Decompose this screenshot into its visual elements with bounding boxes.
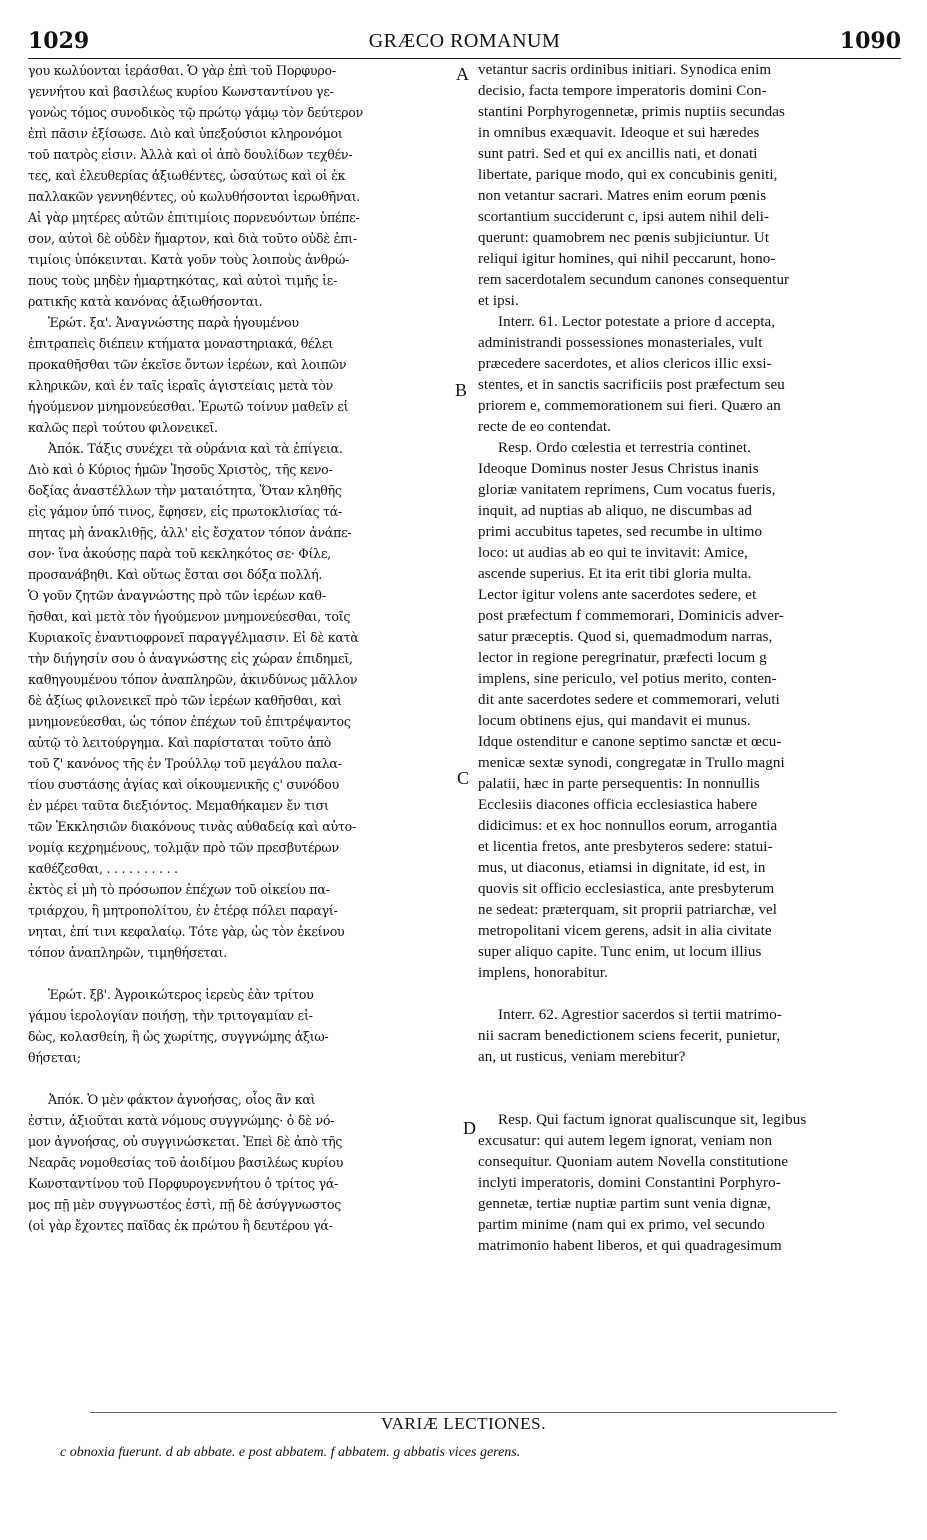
greek-line: παλλακῶν γεννηθέντες, οὐ κωλυθήσονται ἱερωθῆναι.: [28, 189, 361, 204]
latin-line: Ecclesiis diacones officia ecclesiastica habere: [478, 797, 758, 813]
latin-line: dit ante sacerdotes sedere et commemorari, veluti: [478, 692, 780, 708]
greek-line: νομίᾳ κεχρημένους, τολμᾷν πρὸ τῶν πρεσβυτέρων: [28, 840, 339, 855]
greek-line: πους τοὺς μηδὲν ἡμαρτηκότας, καὶ αὐτοὶ τιμῆς ἱε-: [28, 273, 338, 288]
greek-column: [28, 60, 460, 1236]
margin-marker-a: A: [456, 64, 469, 84]
latin-line: Lector igitur volens ante sacerdotes sedere, et: [478, 587, 757, 603]
latin-line: ne sedeat: præterquam, sit proprii patriarchæ, vel: [478, 902, 778, 918]
greek-line: ἐπιτραπεὶς διέπειν κτήματα μοναστηριακά, θέλει: [28, 336, 333, 351]
running-title: GRÆCO ROMANUM: [368, 30, 561, 52]
margin-marker-c: C: [457, 768, 470, 788]
latin-line: Interr. 61. Lector potestate a priore d accepta,: [498, 314, 776, 330]
greek-line: σον, αὐτοὶ δὲ οὐδὲν ἥμαρτον, καὶ διὰ τοῦτο οὐδὲ ἐπι-: [28, 231, 357, 246]
latin-line: scortantium succiderunt c, ipsi autem nihil deli-: [478, 209, 770, 225]
greek-line: (οἱ γὰρ ἔχοντες παῖδας ἐκ πρώτου ἢ δευτέρου γά-: [28, 1218, 333, 1233]
latin-line: querunt: quamobrem nec pœnis subjiciuntur. Ut: [478, 230, 770, 246]
latin-line: Resp. Ordo cœlestia et terrestria continet.: [498, 440, 751, 456]
margin-marker-d: D: [463, 1118, 476, 1138]
latin-line: implens, sine periculo, vel potius merito, conten-: [478, 671, 777, 687]
greek-line: καλῶς περὶ τούτου φιλονεικεῖ.: [28, 420, 218, 435]
greek-line: προσανάβηθι. Καὶ οὕτως ἔσται σοι δόξα πολλή.: [28, 567, 323, 582]
greek-line: τῶν Ἐκκλησιῶν διακόνους τινὰς αὐθαδείᾳ καὶ αὐτο-: [28, 819, 357, 834]
latin-line: Interr. 62. Agrestior sacerdos si tertii matrimo-: [498, 1007, 782, 1023]
latin-line: [478, 984, 898, 1005]
greek-line: γεννήτου καὶ βασιλέως κυρίου Κωνσταντίνου γε-: [28, 84, 334, 99]
greek-line: τὴν διήγησίν σου ὁ ἀναγνώστης εἰς χώραν ἐπιδημεῖ,: [28, 651, 353, 666]
greek-line: δοξίας ἀναστέλλων τὴν ματαιότητα, Ὅταν κληθῆς: [28, 483, 342, 498]
latin-line: administrandi possessiones monasteriales, vult: [478, 335, 763, 351]
latin-line: inquit, ad nuptias ab aliquo, ne discumbas ad: [478, 503, 753, 519]
latin-line: stentes, et in sanctis sacrificiis post præfectum seu: [478, 377, 785, 393]
greek-line: γάμου ἱερολογίαν ποιήσῃ, τὴν τριτογαμίαν εἰ-: [28, 1008, 313, 1023]
latin-line: didicimus: et ex hoc nonnullos eorum, arrogantia: [478, 818, 778, 834]
latin-line: gennetæ, tertiæ nuptiæ partim sunt venia dignæ,: [478, 1196, 772, 1212]
latin-line: sunt patri. Sed et qui ex ancillis nati, et donati: [478, 146, 758, 162]
greek-line: Νεαρᾶς νομοθεσίας τοῦ ἀοιδίμου βασιλέως κυρίου: [28, 1155, 344, 1170]
greek-line: Ἀπόκ. Τάξις συνέχει τὰ οὐράνια καὶ τὰ ἐπίγεια.: [48, 441, 343, 456]
greek-line: [28, 963, 460, 984]
latin-line: mus, ut diaconus, etiamsi in dignitate, id est, in: [478, 860, 766, 876]
greek-line: τοῦ ζ' κανόνος τῆς ἐν Τρούλλῳ τοῦ μεγάλου παλα-: [28, 756, 342, 771]
greek-line: γου κωλύονται ἱεράσθαι. Ὁ γὰρ ἐπὶ τοῦ Πορφυρο-: [28, 63, 336, 78]
page-number-right: 1090: [839, 28, 901, 54]
latin-line: locum obtinens ejus, qui mandavit ei munus.: [478, 713, 751, 729]
greek-line: Ἀπόκ. Ὁ μὲν φάκτον ἀγνοήσας, οἷος ἂν καὶ: [48, 1092, 316, 1107]
greek-line: Ὁ γοῦν ζητῶν ἀναγνώστης πρὸ τῶν ἱερέων καθ-: [28, 588, 326, 603]
latin-line: ascende superius. Et ita erit tibi gloria multa.: [478, 566, 752, 582]
latin-line: Idque ostenditur e canone septimo sanctæ et œcu-: [478, 734, 782, 750]
greek-line: [28, 1068, 460, 1089]
latin-line: matrimonio habent liberos, et qui quadragesimum: [478, 1238, 782, 1254]
variae-lectiones-title: VARIÆ LECTIONES.: [380, 1414, 547, 1433]
margin-marker-b: B: [455, 380, 468, 400]
greek-line: σον· ἵνα ἀκούσῃς παρὰ τοῦ κεκληκότος σε· Φίλε,: [28, 546, 331, 561]
latin-line: primi accubitus tapetes, sed recumbe in ultimo: [478, 524, 763, 540]
greek-line: δὼς, κολασθείη, ἢ ὡς χωρίτης, συγγνώμης ἀξιω-: [28, 1029, 329, 1044]
latin-line: libertate, parique modo, qui ex concubinis geniti,: [478, 167, 778, 183]
greek-line: τιμίοις ὑπόκεινται. Κατὰ γοῦν τοὺς λοιποὺς ἀνθρώ-: [28, 252, 350, 267]
latin-line: Ideoque Dominus noster Jesus Christus inanis: [478, 461, 759, 477]
latin-line: et ipsi.: [478, 293, 519, 309]
greek-line: εἰς γάμον ὑπό τινος, ἔφησεν, εἰς πρωτοκλισίας τά-: [28, 504, 342, 519]
latin-line: gloriæ vanitatem reprimens, Cum vocatus fueris,: [478, 482, 776, 498]
latin-line: consequitur. Quoniam autem Novella constitutione: [478, 1154, 789, 1170]
greek-line: τοῦ πατρὸς εἰσιν. Ἀλλὰ καὶ οἱ ἀπὸ δουλίδων τεχθέν-: [28, 147, 353, 162]
variae-lectiones-text: c obnoxia fuerunt. d ab abbate. e post abbatem. f abbatem. g abbatis vices gerens.: [60, 1445, 521, 1460]
latin-line: implens, honorabitur.: [478, 965, 609, 981]
footnote-rule: [90, 1412, 837, 1413]
latin-line: super aliquo capite. Tunc enim, ut locum illius: [478, 944, 762, 960]
greek-line: θήσεται;: [28, 1050, 81, 1065]
greek-line: μνημονεύεσθαι, ὡς τόπον ἐπέχων τοῦ ἐπιτρέψαντος: [28, 714, 351, 729]
greek-line: πητας μὴ ἀνακλιθῇς, ἀλλ' εἰς ἔσχατον τόπον ἀνάπε-: [28, 525, 352, 540]
latin-line: reliqui igitur homines, qui nihil peccarunt, hono-: [478, 251, 776, 267]
latin-line: rem sacerdotalem secundum canones consequentur: [478, 272, 790, 288]
latin-line: [478, 1089, 898, 1110]
greek-line: ἐστιν, ἀξιοῦται κατὰ νόμους συγγνώμης· ὁ δὲ νό-: [28, 1113, 335, 1128]
greek-line: ρατικῆς κατὰ κανόνας ἀξιωθήσονται.: [28, 294, 263, 309]
latin-line: recte de eo contendat.: [478, 419, 611, 435]
latin-line: partim minime (nam qui ex primo, vel secundo: [478, 1217, 765, 1233]
latin-line: lector in regione peregrinatur, præfecti locum g: [478, 650, 767, 666]
latin-line: et licentia fretos, ante presbyteros sedere: statui-: [478, 839, 773, 855]
greek-line: δὲ ἀξίως φιλονεικεῖ πρὸ τῶν ἱερέων καθῆσθαι, καὶ: [28, 693, 342, 708]
latin-line: satur præceptis. Quod si, quemadmodum narras,: [478, 629, 773, 645]
greek-line: Ἐρώτ. ξα'. Ἀναγνώστης παρὰ ἡγουμένου: [48, 315, 299, 330]
page-header: [28, 22, 901, 56]
latin-column: [478, 60, 898, 1257]
greek-line: μον ἀγνοήσας, οὐ συγγινώσκεται. Ἐπεὶ δὲ ἀπὸ τῆς: [28, 1134, 343, 1149]
greek-line: τόπον ἀναπληρῶν, τιμηθήσεται.: [28, 945, 227, 960]
greek-line: τίου συστάσης ἁγίας καὶ οἰκουμενικῆς ς' συνόδου: [28, 777, 339, 792]
greek-line: ἡγούμενον μνημονεύεσθαι. Ἐρωτῶ τοίνυν μαθεῖν εἰ: [28, 399, 349, 414]
greek-line: Αἱ γὰρ μητέρες αὐτῶν ἐπιτιμίοις πορνευόντων ὑπέπε-: [28, 210, 360, 225]
latin-line: in omnibus exæquavit. Ideoque et sui hæredes: [478, 125, 760, 141]
greek-line: κληρικῶν, καὶ ἐν ταῖς ἱεραῖς ἁγιστείαις μετὰ τὸν: [28, 378, 333, 393]
latin-line: loco: ut audias ab eo qui te invitavit: Amice,: [478, 545, 748, 561]
greek-line: καθηγουμένου τόπον ἀναπληρῶν, ἀκινδύνως μᾶλλον: [28, 672, 358, 687]
greek-line: μος πῇ μὲν συγγνωστέος ἐστὶ, πῇ δὲ ἀσύγγνωστος: [28, 1197, 342, 1212]
latin-line: palatii, hæc in parte persequentis: In nonnullis: [478, 776, 760, 792]
greek-line: Κωνσταντίνου τοῦ Πορφυρογεννήτου ὁ τρίτος γά-: [28, 1176, 339, 1191]
latin-line: [478, 1068, 898, 1089]
greek-line: προκαθῆσθαι τῶν ἐκεῖσε ὄντων ἱερέων, καὶ λοιπῶν: [28, 357, 347, 372]
latin-line: decisio, facta tempore imperatoris domini Con-: [478, 83, 767, 99]
latin-line: metropolitani vicem gerens, adsit in alia civitate: [478, 923, 772, 939]
latin-line: quovis sit officio ecclesiastica, ante presbyterum: [478, 881, 775, 897]
latin-line: præcedere sacerdotes, et alios clericos illic exsi-: [478, 356, 772, 372]
greek-line: Ἐρώτ. ξβ'. Ἀγροικώτερος ἱερεὺς ἐὰν τρίτου: [48, 987, 314, 1002]
latin-line: non vetantur sacrari. Matres enim eorum pœnis: [478, 188, 767, 204]
latin-line: an, ut rusticus, veniam merebitur?: [478, 1049, 686, 1065]
latin-line: vetantur sacris ordinibus initiari. Synodica enim: [478, 62, 772, 78]
greek-line: αὐτῷ τὸ λειτούργημα. Καὶ παρίσταται τοῦτο ἀπὸ: [28, 735, 332, 750]
page-number-left: 1029: [28, 28, 90, 54]
greek-line: τριάρχου, ἢ μητροπολίτου, ἐν ἑτέρᾳ πόλει παραγί-: [28, 903, 338, 918]
latin-line: Resp. Qui factum ignorat qualiscunque sit, legibus: [498, 1112, 807, 1128]
greek-line: τες, καὶ ἐλευθερίας ἀξιωθέντες, ὡσαύτως καὶ οἱ ἐκ: [28, 168, 346, 183]
greek-line: ἐν μέρει ταῦτα διεξιόντος. Μεμαθήκαμεν ἔν τισι: [28, 798, 329, 813]
latin-line: excusatur: qui autem legem ignorat, veniam non: [478, 1133, 773, 1149]
greek-line: ἐπὶ πᾶσιν ἐξίσωσε. Διὸ καὶ ὑπεξούσιοι κληρονόμοι: [28, 126, 343, 141]
latin-line: nii sacram benedictionem sciens fecerit, punietur,: [478, 1028, 781, 1044]
latin-line: menicæ sextæ synodi, congregatæ in Trullo magni: [478, 755, 785, 771]
greek-line: νηται, ἐπί τινι κεφαλαίῳ. Τότε γὰρ, ὡς τὸν ἐκείνου: [28, 924, 345, 939]
greek-line: γονὼς τόμος συνοδικὸς τῷ πρώτῳ γάμῳ τὸν δεύτερον: [28, 105, 364, 120]
latin-line: priorem e, commemorationem sui fieri. Quæro an: [478, 398, 781, 414]
latin-line: inclyti imperatoris, domini Constantini Porphyro-: [478, 1175, 781, 1191]
latin-line: stantini Porphyrogennetæ, primis nuptiis secundas: [478, 104, 785, 120]
latin-line: post præfectum f commemorari, Dominicis adver-: [478, 608, 784, 624]
greek-line: Διὸ καὶ ὁ Κύριος ἡμῶν Ἰησοῦς Χριστὸς, τῆς κενο-: [28, 462, 333, 477]
greek-line: Κυριακοῖς ἐναντιοφρονεῖ παραγγέλμασιν. Εἰ δὲ κατὰ: [28, 630, 359, 645]
greek-line: καθέζεσθαι, . . . . . . . . . .: [28, 861, 178, 876]
greek-line: ῆσθαι, καὶ μετὰ τὸν ἡγούμενον μνημονεύεσθαι, τοῖς: [28, 609, 351, 624]
greek-line: ἐκτὸς εἰ μὴ τὸ πρόσωπον ἐπέχων τοῦ οἰκείου πα-: [28, 882, 330, 897]
header-rule: [28, 58, 901, 59]
